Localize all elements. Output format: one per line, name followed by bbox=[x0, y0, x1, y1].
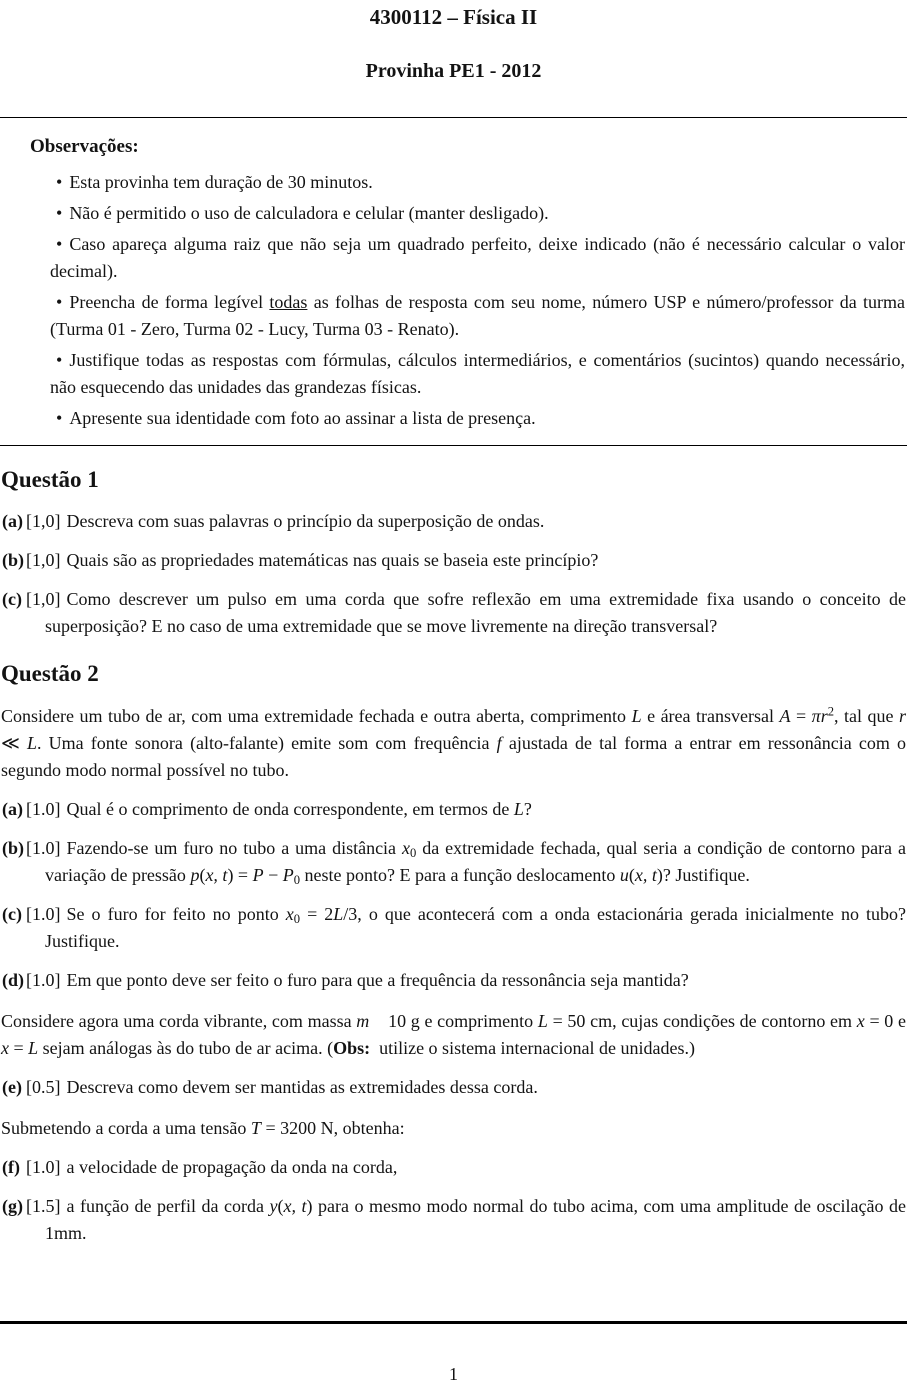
item-points: [1.0] bbox=[26, 904, 61, 924]
item-points: [1.5] bbox=[26, 1196, 61, 1216]
item-label: (c) bbox=[2, 904, 22, 924]
item-text: Como descrever um pulso em uma corda que sofre reflexão em uma extremidade fixa usando o conceito de superposição? E no caso de uma extremidade que se move livremente na direção transversal? bbox=[45, 589, 906, 636]
exam-title: Provinha PE1 - 2012 bbox=[365, 60, 542, 82]
item-label: (g) bbox=[2, 1196, 23, 1216]
question-1-heading: Questão 1 bbox=[1, 467, 99, 492]
course-title: 4300112 – Física II bbox=[369, 5, 538, 29]
item-text: a velocidade de propagação da onda na corda, bbox=[66, 1157, 398, 1177]
bullet-icon: • bbox=[56, 172, 63, 192]
item-points: [1.0] bbox=[26, 799, 61, 819]
observations-heading: Observações: bbox=[30, 136, 139, 157]
header-divider bbox=[0, 117, 907, 118]
item-points: [1,0] bbox=[26, 550, 61, 570]
q2-item-c bbox=[0, 901, 907, 955]
q2-item-g bbox=[0, 1193, 907, 1247]
observations-section bbox=[0, 133, 907, 432]
q2-string-paragraph: Considere agora uma corda vibrante, com massa m 10 g e comprimento L = 50 cm, cujas condições de contorno em x = 0 e x = L sejam análogas às do tubo de ar acima. (Obs: utilize o sistema internacional de unidades.) bbox=[1, 1011, 906, 1058]
q2-item-b bbox=[0, 835, 907, 889]
observations-list bbox=[0, 169, 907, 432]
observation-text: Não é permitido o uso de calculadora e celular (manter desligado). bbox=[69, 203, 549, 223]
item-label: (f) bbox=[2, 1157, 20, 1177]
item-label: (c) bbox=[2, 589, 22, 609]
bullet-icon: • bbox=[56, 292, 63, 312]
observation-text: Esta provinha tem duração de 30 minutos. bbox=[69, 172, 373, 192]
item-text: Se o furo for feito no ponto x0 = 2L/3, o que acontecerá com a onda estacionária gerada inicialmente no tubo? Justifique. bbox=[45, 904, 906, 951]
item-points: [1.0] bbox=[26, 838, 61, 858]
item-label: (a) bbox=[2, 799, 23, 819]
q2-tension-paragraph: Submetendo a corda a uma tensão T = 3200 N, obtenha: bbox=[1, 1118, 405, 1138]
item-text: Fazendo-se um furo no tubo a uma distância x0 da extremidade fechada, qual seria a condição de contorno para a variação de pressão p(x, t) = P − P0 neste ponto? E para a função deslocamento u(x, t)? Justifique. bbox=[45, 838, 906, 888]
observation-text: Apresente sua identidade com foto ao assinar a lista de presença. bbox=[69, 408, 536, 428]
q2-item-a bbox=[0, 796, 907, 823]
question-2-heading: Questão 2 bbox=[1, 661, 99, 686]
bullet-icon: • bbox=[56, 408, 63, 428]
observation-item-sqrt bbox=[0, 231, 907, 285]
item-points: [1.0] bbox=[26, 970, 61, 990]
observation-item-id-photo bbox=[0, 405, 907, 432]
q2-item-f bbox=[0, 1154, 907, 1181]
observation-item-calculator bbox=[0, 200, 907, 227]
section-divider bbox=[0, 445, 907, 446]
q2-item-d bbox=[0, 967, 907, 994]
q2-intro-paragraph: Considere um tubo de ar, com uma extremidade fechada e outra aberta, comprimento L e área transversal $A = \pi r^2$, tal que r ≪ L. Uma fonte sonora (alto-falante) emite som com frequência f ajustada de tal forma a entrar em ressonância com o segundo modo normal possível no tubo. bbox=[1, 704, 907, 780]
observation-item-fill-sheets bbox=[0, 289, 907, 343]
question-2-section bbox=[0, 659, 907, 1247]
observation-item-duration bbox=[0, 169, 907, 196]
bullet-icon: • bbox=[56, 234, 63, 254]
q1-item-b bbox=[0, 547, 907, 574]
item-points: [1,0] bbox=[26, 589, 61, 609]
item-text: Qual é o comprimento de onda correspondente, em termos de L? bbox=[66, 799, 532, 819]
q1-item-a bbox=[0, 508, 907, 535]
bullet-icon: • bbox=[56, 203, 63, 223]
item-label: (e) bbox=[2, 1077, 22, 1097]
observation-text: Preencha de forma legível todas as folhas de resposta com seu nome, número USP e número/professor da turma (Turma 01 - Zero, Turma 02 - Lucy, Turma 03 - Renato). bbox=[50, 292, 905, 339]
item-label: (d) bbox=[2, 970, 24, 990]
bullet-icon: • bbox=[56, 350, 63, 370]
item-label: (b) bbox=[2, 838, 24, 858]
observation-text: Caso apareça alguma raiz que não seja um quadrado perfeito, deixe indicado (não é necessário calcular o valor decimal). bbox=[50, 234, 905, 281]
observation-text: Justifique todas as respostas com fórmulas, cálculos intermediários, e comentários (sucintos) quando necessário, não esquecendo das unidades das grandezas físicas. bbox=[50, 350, 905, 397]
item-text: Descreva com suas palavras o princípio da superposição de ondas. bbox=[66, 511, 545, 531]
observation-item-justify bbox=[0, 347, 907, 401]
item-text: a função de perfil da corda y(x, t) para o mesmo modo normal do tubo acima, com uma amplitude de oscilação de 1mm. bbox=[45, 1196, 906, 1243]
item-text: Quais são as propriedades matemáticas nas quais se baseia este princípio? bbox=[66, 550, 599, 570]
item-text: Descreva como devem ser mantidas as extremidades dessa corda. bbox=[66, 1077, 538, 1097]
footer-divider bbox=[0, 1321, 907, 1324]
q2-item-e bbox=[0, 1074, 907, 1101]
item-label: (a) bbox=[2, 511, 23, 531]
item-label: (b) bbox=[2, 550, 24, 570]
page-number: 1 bbox=[449, 1364, 458, 1384]
item-points: [1.0] bbox=[26, 1157, 61, 1177]
q1-item-c bbox=[0, 586, 907, 640]
item-points: [1,0] bbox=[26, 511, 61, 531]
item-text: Em que ponto deve ser feito o furo para que a frequência da ressonância seja mantida? bbox=[66, 970, 689, 990]
item-points: [0.5] bbox=[26, 1077, 61, 1097]
question-1-section bbox=[0, 465, 907, 640]
